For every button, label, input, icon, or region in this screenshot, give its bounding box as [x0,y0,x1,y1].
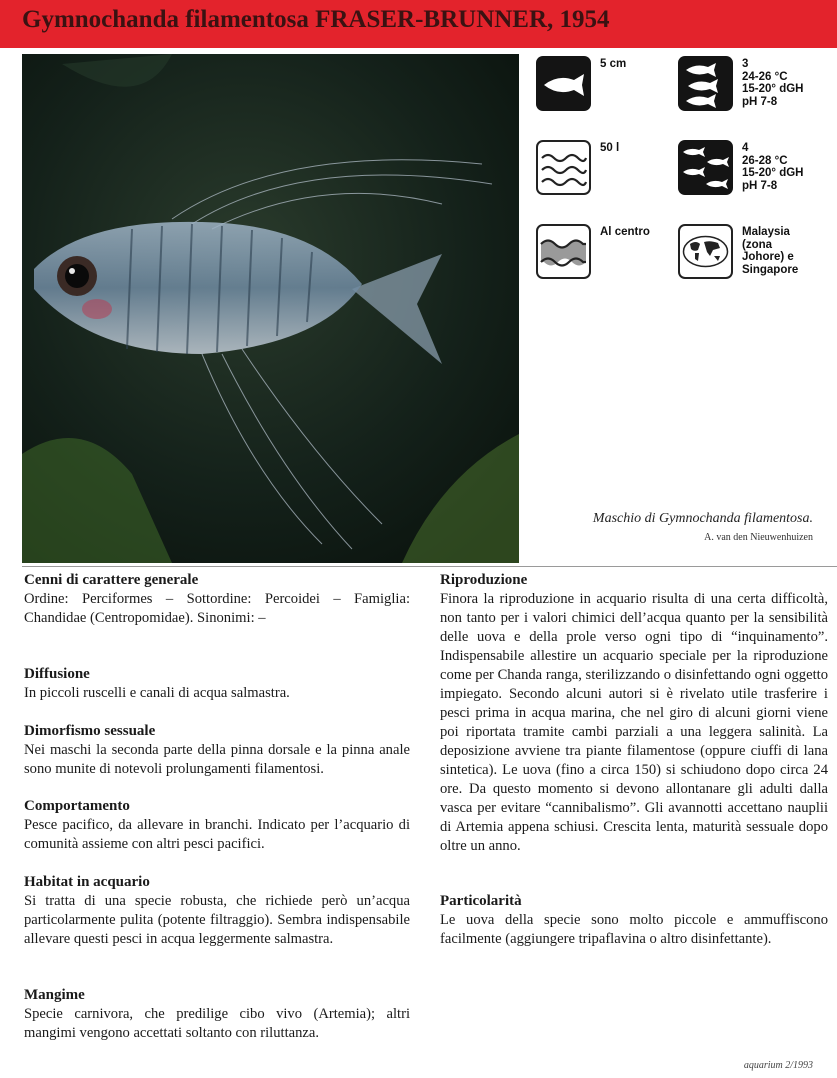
section-text: Pesce pacifico, da allevare in branchi. Indicato per l’acquario di comunità assieme con altri pesci pacifici. [24,817,410,852]
section-text: Le uova della specie sono molto piccole e ammuffiscono facilmente (aggiungere tripaflavina o altro disinfettante). [440,912,828,947]
fish-photo [22,54,519,563]
school-3-fish-label: 3 24-26 °C 15-20° dGH pH 7-8 [742,58,804,108]
section-food [24,986,410,1043]
section-heading: Comportamento [24,798,130,814]
section-heading: Particolarità [440,893,522,909]
fish-size-icon [536,56,591,111]
page-title: Gymnochanda filamentosa FRASER-BRUNNER, 1954 [22,6,610,33]
photo-caption: Maschio di Gymnochanda filamentosa. [592,511,813,526]
section-heading: Diffusione [24,666,90,682]
section-heading: Dimorfismo sessuale [24,723,156,739]
section-heading: Mangime [24,987,85,1003]
photo-credit: A. van den Nieuwenhuizen [704,532,813,543]
world-map-label: Malaysia (zona Johore) e Singapore [742,226,799,276]
water-volume-icon [536,140,591,195]
section-text: Ordine: Perciformes – Sottordine: Percoidei – Famiglia: Chandidae (Centropomidae). Sinonimi: – [24,591,410,626]
section-general [24,571,410,628]
section-text: Nei maschi la seconda parte della pinna dorsale e la pinna anale sono munite di notevoli prolungamenti filamentosi. [24,742,410,777]
section-habitat [24,873,410,949]
section-text: In piccoli ruscelli e canali di acqua salmastra. [24,685,290,701]
fish-size-label: 5 cm [600,58,627,70]
section-particularities [440,892,828,949]
school-3-fish-icon [678,56,733,111]
school-4-fish-label: 4 26-28 °C 15-20° dGH pH 7-8 [742,142,804,192]
section-text: Specie carnivora, che predilige cibo vivo (Artemia); altri mangimi vengono accettati soltanto con riluttanza. [24,1006,410,1041]
section-text: Finora la riproduzione in acquario risulta di una certa difficoltà, non tanto per i valori chimici dell’acqua quanto per la sensibilità delle uova e della prole verso ogni tipo di “inquinamento”. Indispensabile allestire un acquario speciale per la riproduzione come per Chanda ranga, sterilizzando o disinfettando ogni oggetto impiegato. Secondo alcuni autori si è rivelato utile trasferire i pesci prima in acqua marina, che nel giro di alcuni giorni viene poi riportata tramite cambi parziali a una leggera salinità. La deposizione avviene tra piante filamentose (oppure ciuffi di lana sintetica). Le uova (fino a circa 150) si schiudono dopo circa 24 ore. Da questo momento si devono allontanare gli adulti dalla vasca per evitare “cannibalismo”. Gli avannotti accettano nauplii di Artemia appena schiusi. Crescita lenta, maturità sessuale dopo oltre un anno. [440,591,828,854]
section-reproduction [440,571,828,856]
world-map-icon [678,224,733,279]
mid-water-zone-icon [536,224,591,279]
title-bar [0,0,837,48]
section-heading: Cenni di carattere generale [24,572,199,588]
section-distribution [24,665,410,703]
divider [22,566,837,567]
section-sexual-dimorphism [24,722,410,779]
section-behaviour [24,797,410,854]
section-text: Si tratta di una specie robusta, che richiede però un’acqua particolarmente pulita (potente filtraggio). Sembra indispensabile allevare questi pesci in acqua leggermente salmastra. [24,893,410,947]
water-volume-label: 50 l [600,142,620,154]
school-4-fish-icon [678,140,733,195]
section-heading: Habitat in acquario [24,874,150,890]
mid-water-zone-label: Al centro [600,226,650,238]
section-heading: Riproduzione [440,572,528,588]
page-footer: aquarium 2/1993 [743,1060,813,1071]
